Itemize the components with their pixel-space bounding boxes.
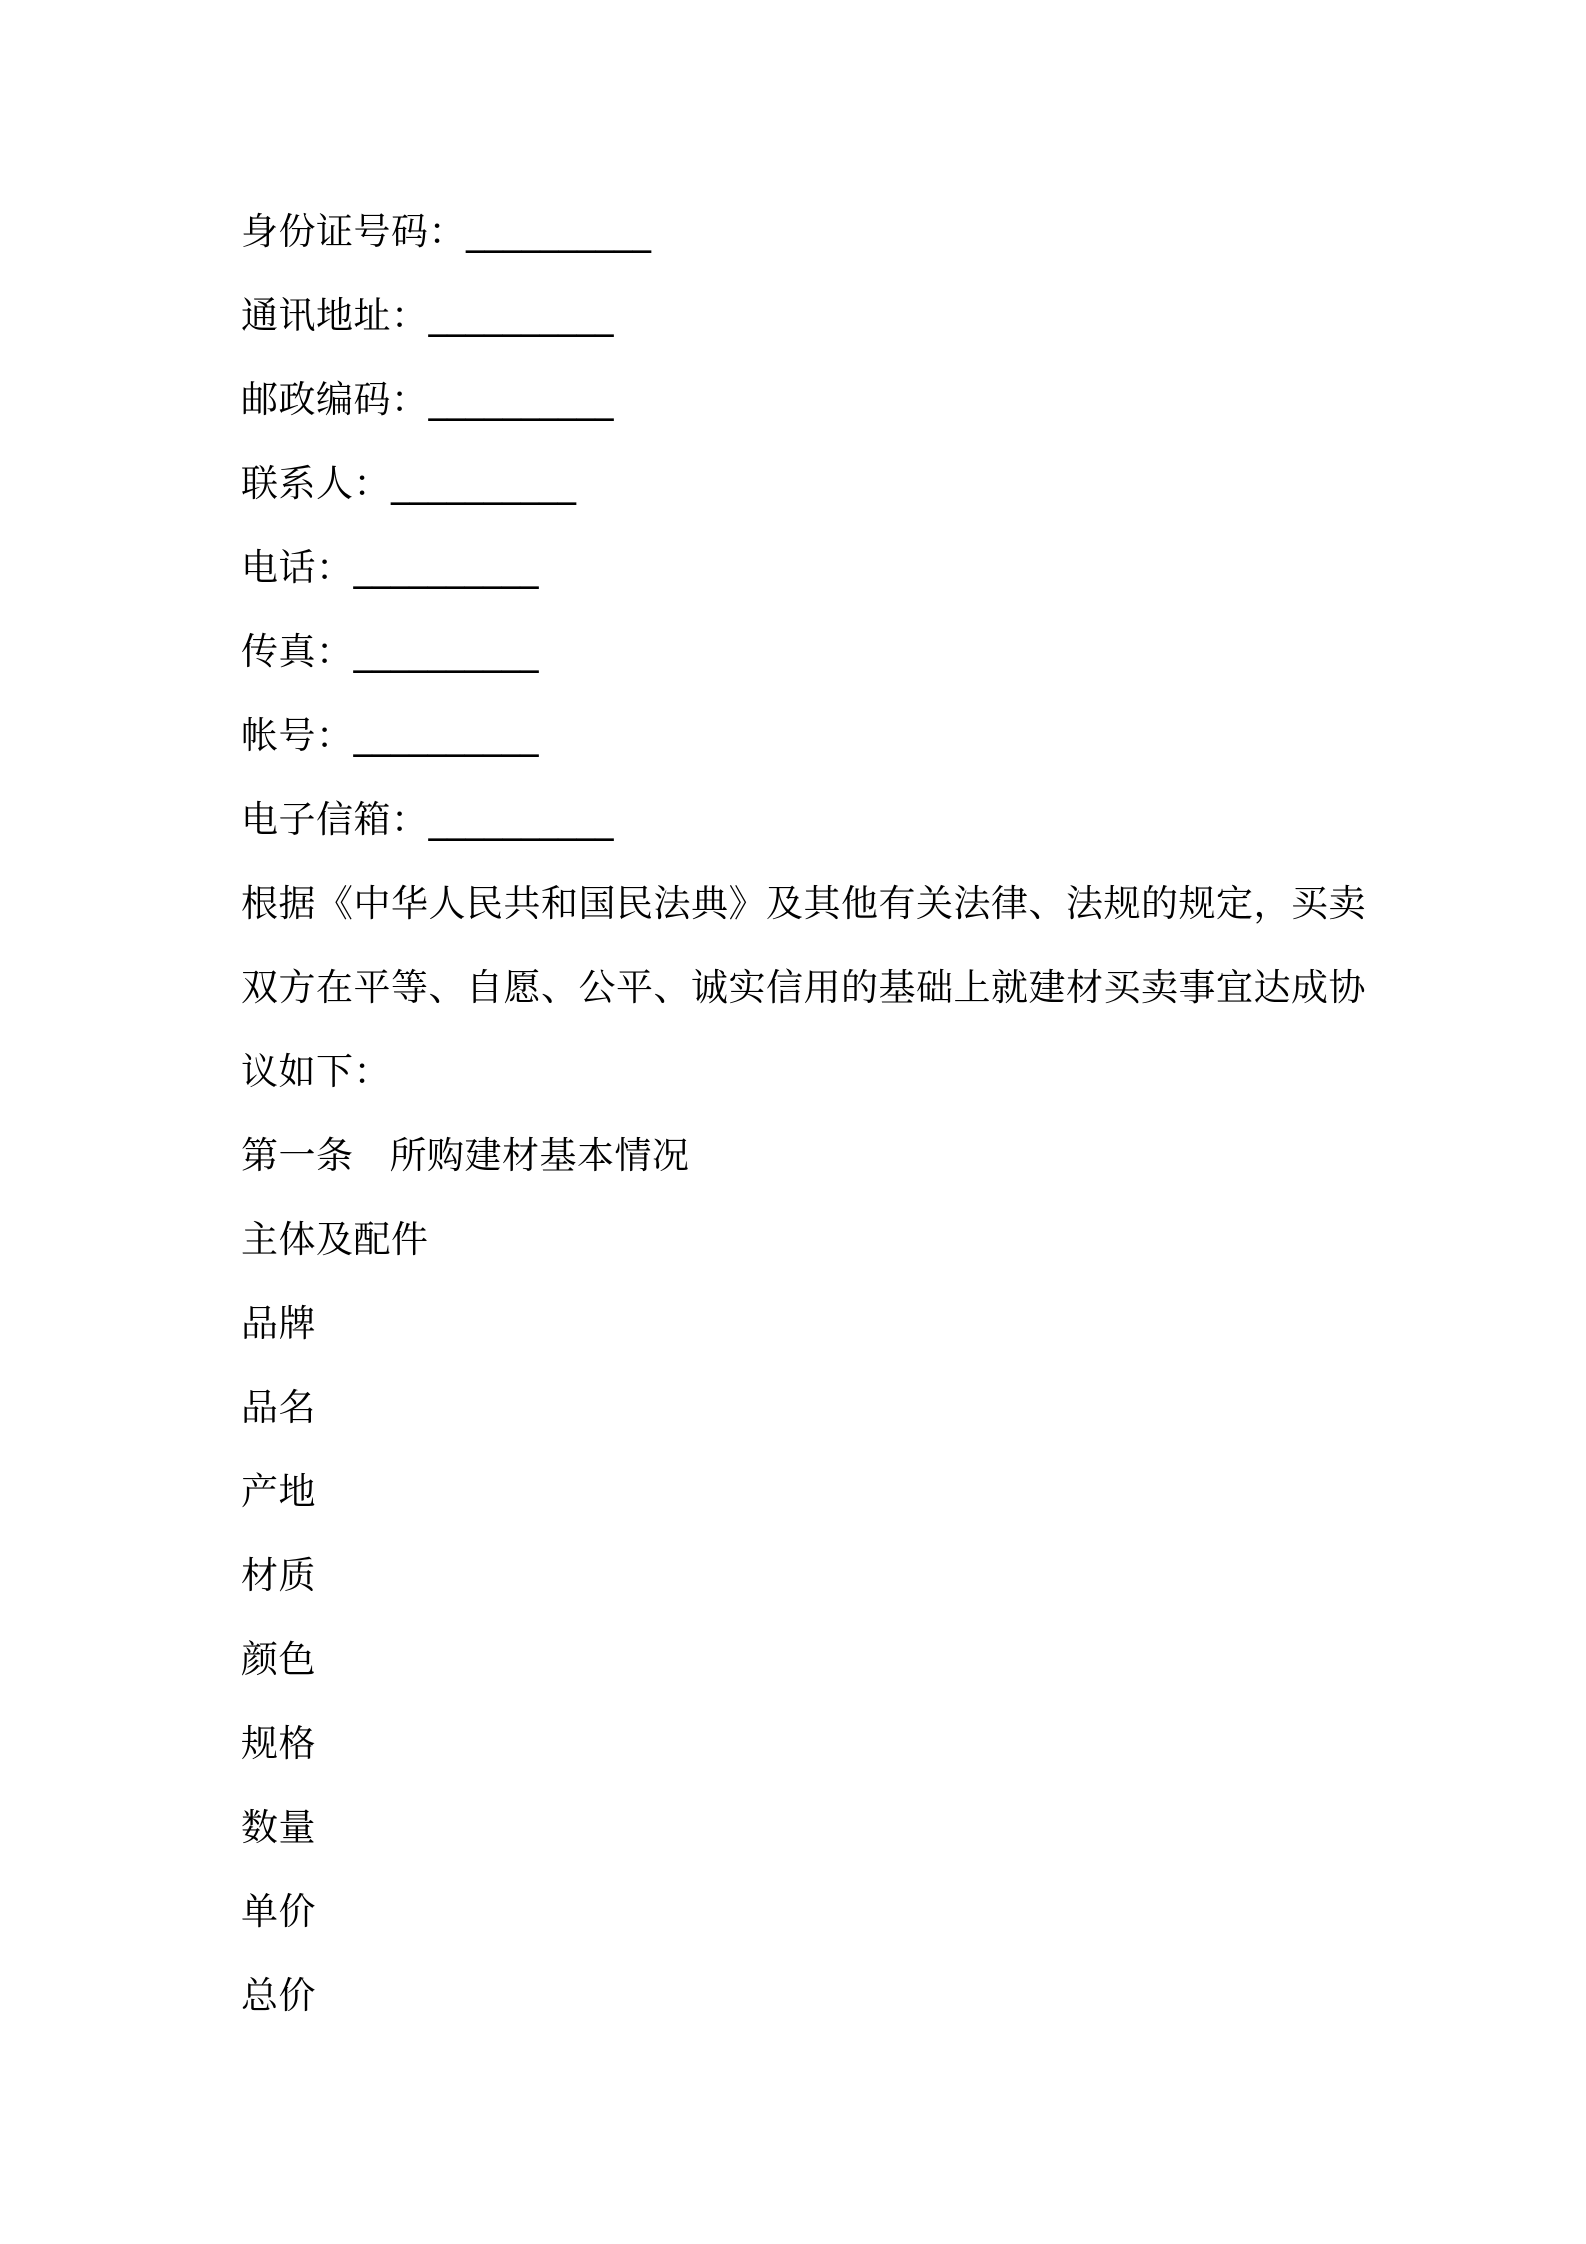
field-account bbox=[241, 694, 1361, 778]
item-quantity: 数量 bbox=[241, 1806, 316, 1849]
document-body bbox=[241, 190, 1366, 2038]
item-color: 颜色 bbox=[241, 1638, 316, 1681]
preamble-line: 双方在平等、自愿、公平、诚实信用的基础上就建材买卖事宜达成协 bbox=[241, 966, 1366, 1009]
article-number: 第一条 bbox=[241, 1134, 354, 1177]
article-heading bbox=[241, 1114, 1361, 1198]
field-address bbox=[241, 274, 1361, 358]
fill-blank: __________ bbox=[428, 378, 614, 421]
preamble-line: 根据《中华人民共和国民法典》及其他有关法律、法规的规定，买卖 bbox=[241, 882, 1366, 925]
item-origin: 产地 bbox=[241, 1470, 316, 1513]
article-title: 所购建材基本情况 bbox=[389, 1134, 690, 1177]
field-label: 联系人： bbox=[241, 462, 391, 505]
field-fax bbox=[241, 610, 1361, 694]
field-label: 通讯地址： bbox=[241, 294, 429, 337]
field-phone bbox=[241, 526, 1361, 610]
fill-blank: __________ bbox=[428, 798, 614, 841]
fill-blank: __________ bbox=[353, 546, 539, 589]
field-label: 身份证号码： bbox=[241, 210, 466, 253]
field-contact-person bbox=[241, 442, 1361, 526]
item-product-name: 品名 bbox=[241, 1386, 316, 1429]
item-brand: 品牌 bbox=[241, 1302, 316, 1345]
field-label: 电子信箱： bbox=[241, 798, 429, 841]
item-material: 材质 bbox=[241, 1554, 316, 1597]
item-unit-price: 单价 bbox=[241, 1890, 316, 1933]
fill-blank: __________ bbox=[391, 462, 576, 505]
item-main-parts: 主体及配件 bbox=[241, 1218, 429, 1261]
field-label: 邮政编码： bbox=[241, 378, 429, 421]
fill-blank: __________ bbox=[466, 210, 651, 253]
fill-blank: __________ bbox=[353, 714, 539, 757]
field-id-number bbox=[241, 190, 1361, 274]
field-label: 电话： bbox=[241, 546, 354, 589]
item-spec: 规格 bbox=[241, 1722, 316, 1765]
preamble-paragraph bbox=[241, 862, 1366, 1114]
field-email bbox=[241, 778, 1361, 862]
fill-blank: __________ bbox=[428, 294, 614, 337]
item-total-price: 总价 bbox=[241, 1974, 316, 2017]
fill-blank: __________ bbox=[353, 630, 539, 673]
field-label: 帐号： bbox=[241, 714, 354, 757]
field-label: 传真： bbox=[241, 630, 354, 673]
field-postal-code bbox=[241, 358, 1361, 442]
preamble-line: 议如下： bbox=[241, 1050, 391, 1093]
